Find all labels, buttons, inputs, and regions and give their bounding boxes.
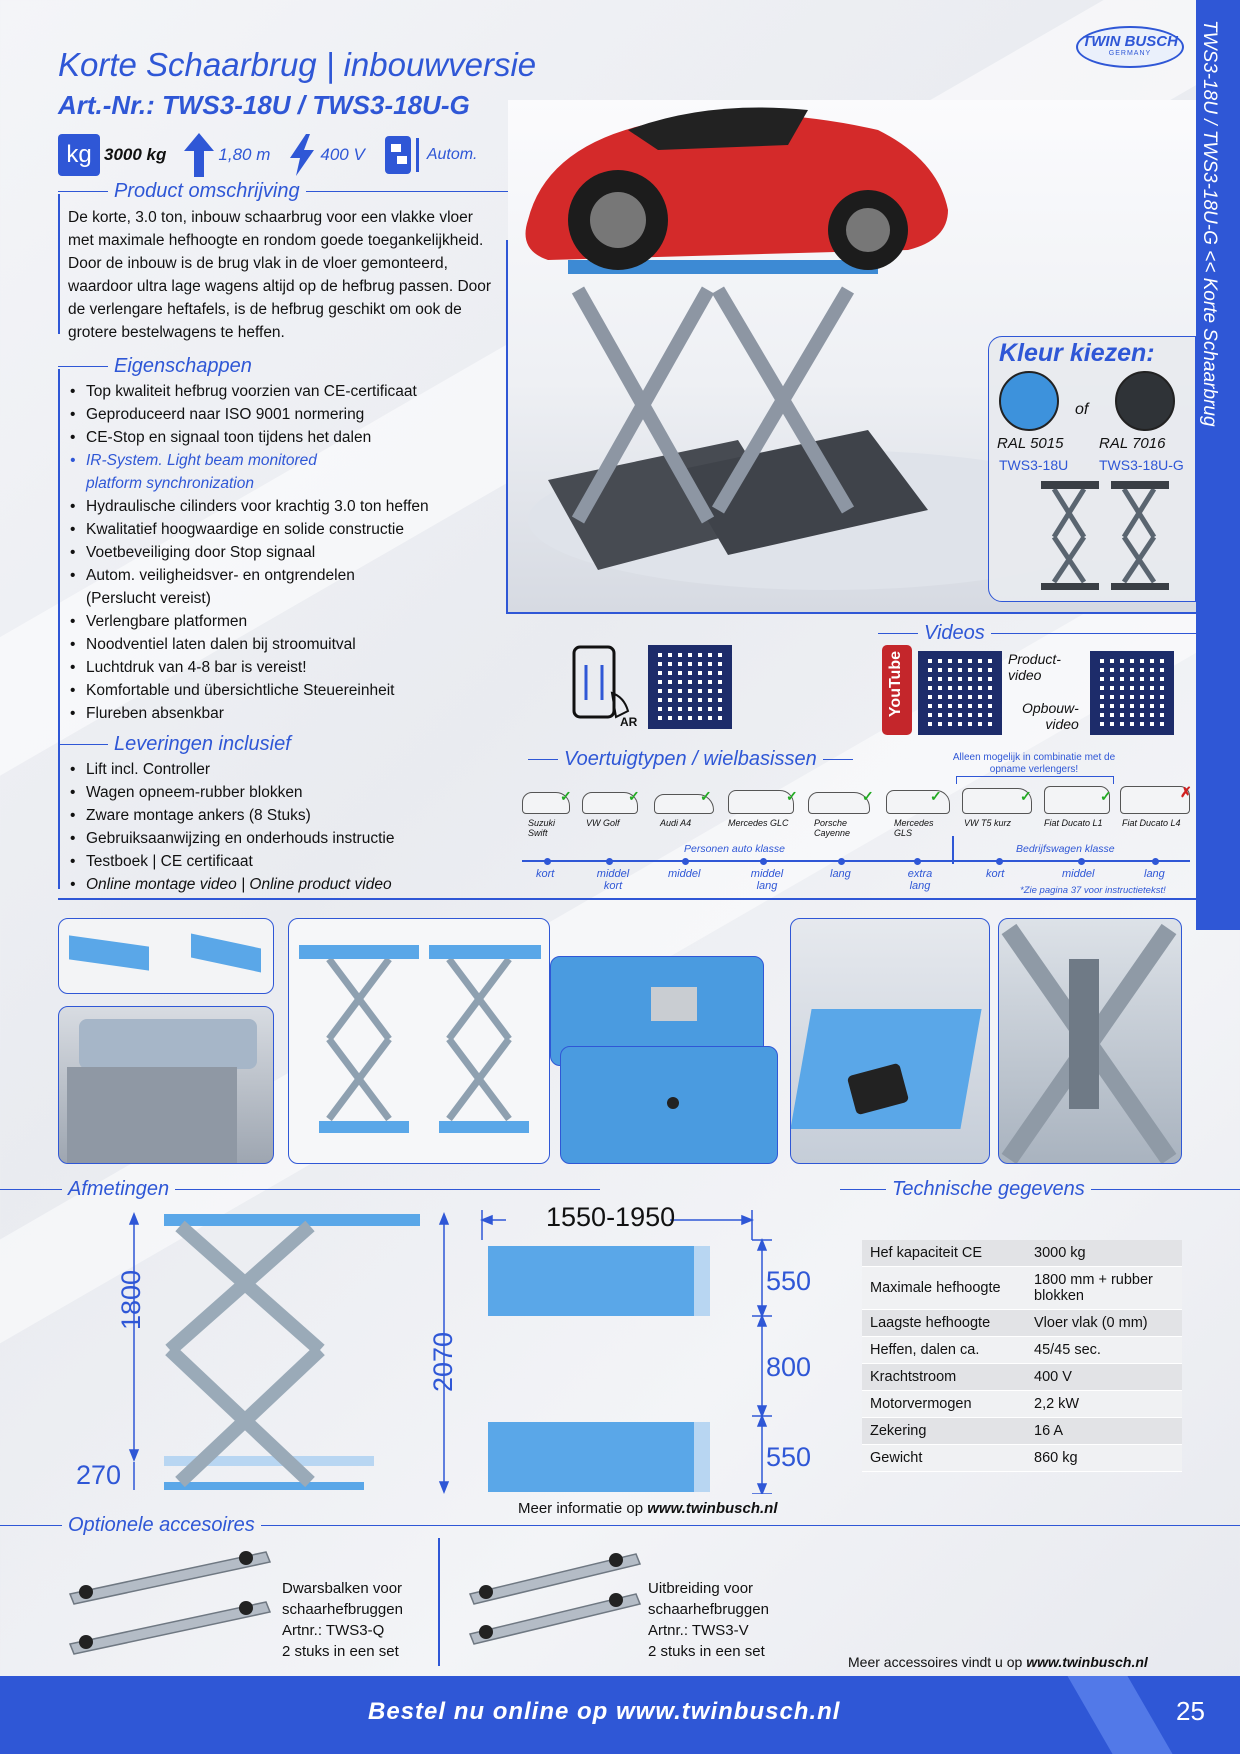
list-item: • Online montage video | Online product video (68, 873, 498, 896)
accessories-divider (438, 1538, 440, 1666)
table-row (862, 1391, 1182, 1418)
product-description: De korte, 3.0 ton, inbouw schaarbrug voor een vlakke vloer met maximale hefhoogte en rondom goede toegankelijkheid. Door de inbouw is de brug vlak in de vloer gemonteerd, waardoor ultra lage wagens altijd op de hefbrug passen. Door de verlengare heftafels, is de hefbrug geschikt om ook de grotere bestelwagens te heffen. (68, 209, 492, 341)
platform-shape (191, 934, 261, 973)
accessory-name: Uitbreiding voor schaarhefbruggen (648, 1580, 769, 1618)
list-item: • Hydraulische cilinders voor krachtig 3.0 ton heffen (68, 495, 498, 518)
tech-label: Zekering (862, 1418, 1026, 1445)
check-icon: ✓ (786, 788, 798, 804)
tech-label: Gewicht (862, 1445, 1026, 1472)
accessory-2 (648, 1578, 818, 1662)
heading-text: Eigenschappen (114, 355, 252, 377)
dim-1800: 1800 (116, 1269, 146, 1330)
delivery-list (68, 758, 498, 896)
tech-value: 860 kg (1026, 1445, 1182, 1472)
heading-line (58, 744, 108, 746)
capacity-spec (58, 134, 166, 176)
vehicles-heading (528, 748, 853, 771)
vehicle-label: Fiat Ducato L4 (1122, 818, 1181, 828)
color-swatch-grey[interactable] (1115, 371, 1175, 431)
tech-label: Maximale hefhoogte (862, 1267, 1026, 1310)
heading-text: Optionele accesoires (68, 1514, 255, 1536)
tech-heading (840, 1178, 1240, 1201)
wheelbase-dot (996, 858, 1003, 865)
gallery-photo-lift (288, 918, 550, 1164)
list-item: • IR-System. Light beam monitored platform synchronization (68, 449, 368, 495)
article-number: Art.-Nr.: TWS3-18U / TWS3-18U-G (58, 90, 470, 120)
tech-value: 1800 mm + rubber blokken (1026, 1267, 1182, 1310)
tech-value: 45/45 sec. (1026, 1337, 1182, 1364)
accessory-set: 2 stuks in een set (282, 1643, 399, 1660)
tech-label: Hef kapaciteit CE (862, 1240, 1026, 1267)
heading-line (840, 1189, 886, 1191)
list-item: • Verlengbare platformen (68, 610, 498, 633)
capacity-value: 3000 kg (104, 145, 167, 164)
heading-text: Videos (924, 622, 985, 644)
tech-value: 400 V (1026, 1364, 1182, 1391)
section-line (58, 369, 60, 889)
class-axis-line (522, 860, 1190, 862)
vehicle-icon (728, 790, 794, 814)
opbouw-video-qr-code[interactable] (1090, 651, 1174, 735)
wheelbase-dot (682, 858, 689, 865)
wheelbase-label: extra lang (907, 868, 933, 892)
heading-line (58, 191, 108, 193)
brand-logo (1076, 26, 1184, 68)
grey-lift-illustration (1039, 477, 1179, 597)
product-description-heading (58, 180, 508, 203)
class-personen: Personen auto klasse (684, 843, 785, 855)
wheelbase-label: middel (1062, 868, 1095, 880)
check-icon: ✓ (560, 788, 572, 804)
list-item: • CE-Stop en signaal toon tijdens het dalen (68, 426, 498, 449)
wheelbase-dot (1152, 858, 1159, 865)
top-view-drawing (480, 1204, 800, 1494)
vehicle-label: Mercedes GLC (728, 818, 789, 828)
ar-phone-icon (572, 645, 642, 725)
accessory-1 (282, 1578, 432, 1662)
crossbar-accessory-image (66, 1548, 272, 1658)
page-number: 25 (1176, 1696, 1205, 1726)
features-list (68, 380, 498, 725)
brand-logo-text: TWIN BUSCH (1082, 33, 1178, 50)
list-item: • Kwalitatief hoogwaardige en solide constructie (68, 518, 498, 541)
lightning-icon (288, 134, 316, 176)
check-icon: ✓ (1100, 788, 1112, 804)
more-accessories-link[interactable]: www.twinbusch.nl (1026, 1654, 1148, 1670)
ral-grey: RAL 7016 (1099, 435, 1166, 452)
heading-line (175, 1189, 600, 1191)
wheelbase-dot (914, 858, 921, 865)
section-line (58, 194, 60, 334)
model-grey: TWS3-18U-G (1099, 457, 1184, 473)
table-row (862, 1267, 1182, 1310)
bolt-hole (667, 1097, 679, 1109)
voltage-spec (288, 134, 364, 176)
accessory-name: Dwarsbalken voor schaarhefbruggen (282, 1580, 403, 1618)
more-info-link[interactable]: www.twinbusch.nl (647, 1500, 778, 1517)
auto-spec (383, 134, 478, 176)
heading-text: Voertuigtypen / wielbasissen (564, 748, 817, 770)
heading-line (0, 1189, 62, 1191)
wheelbase-label: lang (1144, 868, 1165, 880)
vehicle-icon (808, 792, 870, 814)
platform-shape (69, 935, 149, 970)
vehicle-label: Mercedes GLS (894, 818, 934, 838)
extension-accessory-image (466, 1548, 642, 1648)
wheelbase-dot (606, 858, 613, 865)
voltage-value: 400 V (320, 145, 365, 164)
wheelbase-dot (760, 858, 767, 865)
lock-mechanism-icon (383, 134, 423, 176)
heading-line (306, 191, 508, 193)
accessory-set: 2 stuks in een set (648, 1643, 765, 1660)
class-divider (952, 836, 954, 864)
auto-value: Autom. (426, 146, 478, 163)
dim-1550-1950: 1550-1950 (546, 1202, 676, 1232)
list-item: • Autom. veiligheidsver- en ontgrendelen (Perslucht vereist) (68, 564, 388, 610)
color-swatch-blue[interactable] (999, 371, 1059, 431)
height-spec (184, 133, 270, 177)
gallery-photo-controller (58, 1006, 274, 1164)
heading-text: Product omschrijving (114, 180, 300, 202)
gallery-photo-rubber-block (790, 918, 990, 1164)
section-line (506, 612, 1196, 614)
list-item: • Wagen opneem-rubber blokken (68, 781, 498, 804)
model-blue: TWS3-18U (999, 457, 1069, 473)
product-video-qr-code[interactable] (918, 651, 1002, 735)
accessory-art: Artnr.: TWS3-V (648, 1622, 749, 1639)
tech-label: Krachtstroom (862, 1364, 1026, 1391)
vehicle-label: Fiat Ducato L1 (1044, 818, 1103, 828)
height-value: 1,80 m (218, 145, 271, 164)
more-accessories-prefix: Meer accessoires vindt u op (848, 1654, 1027, 1670)
opbouw-video-label: Opbouw- video (1022, 700, 1079, 732)
dimensions-heading (0, 1178, 600, 1201)
gallery-photo-platforms (58, 918, 274, 994)
delivery-heading (58, 733, 291, 756)
check-icon: ✓ (700, 788, 712, 804)
wheelbase-label: kort (536, 868, 555, 880)
sidebar-label: TWS3-18U / TWS3-18U-G << Korte Schaarbrug (1199, 20, 1220, 427)
vehicles-note-bracket (956, 776, 1114, 784)
heading-line (991, 633, 1196, 635)
tech-value: 16 A (1026, 1418, 1182, 1445)
heading-text: Leveringen inclusief (114, 733, 291, 755)
vehicle-label: Audi A4 (660, 818, 692, 828)
tech-label: Heffen, dalen ca. (862, 1337, 1026, 1364)
vehicles-footnote: *Zie pagina 37 voor instructietekst! (1020, 885, 1166, 896)
heading-line (823, 759, 853, 761)
tech-value: 3000 kg (1026, 1240, 1182, 1267)
vehicles-note: Alleen mogelijk in combinatie met de opname verlengers! (952, 752, 1116, 775)
features-heading (58, 355, 252, 378)
youtube-label: YouTube (887, 651, 904, 718)
wheelbase-dot (838, 858, 845, 865)
list-item: • Gebruiksaanwijzing en onderhouds instructie (68, 827, 498, 850)
list-item: • Noodventiel laten dalen bij stroomuitval (68, 633, 498, 656)
wheelbase-label: kort (986, 868, 1005, 880)
wheelbase-dot (1078, 858, 1085, 865)
heading-line (0, 1525, 62, 1527)
or-label: of (1075, 401, 1089, 418)
side-view-drawing (60, 1200, 480, 1500)
more-accessories (848, 1654, 1148, 1670)
table-row (862, 1310, 1182, 1337)
weight-icon: kg (58, 134, 100, 176)
heading-text: Technische gegevens (892, 1178, 1085, 1200)
check-icon: ✓ (628, 788, 640, 804)
table-row (862, 1240, 1182, 1267)
list-item: • Zware montage ankers (8 Stuks) (68, 804, 498, 827)
vehicle-label: VW T5 kurz (964, 818, 1012, 828)
color-heading: Kleur kiezen: (999, 339, 1155, 367)
tech-value: Vloer vlak (0 mm) (1026, 1310, 1182, 1337)
heading-text: Afmetingen (68, 1178, 170, 1200)
videos-heading (878, 622, 1196, 645)
class-bedrijf: Bedrijfswagen klasse (1016, 843, 1115, 855)
table-row (862, 1445, 1182, 1472)
ar-label: AR (620, 715, 638, 729)
up-arrow-icon (184, 133, 214, 177)
check-icon: ✓ (930, 788, 942, 804)
list-item: • Top kwaliteit hefbrug voorzien van CE-certificaat (68, 380, 498, 403)
controller-body (67, 1067, 237, 1163)
wheelbase-dot (544, 858, 551, 865)
ar-qr-code[interactable] (648, 645, 732, 729)
tech-table (862, 1240, 1182, 1472)
vehicle-label: Porsche Cayenne (814, 818, 851, 838)
tech-label: Laagste hefhoogte (862, 1310, 1026, 1337)
table-row (862, 1418, 1182, 1445)
product-video-label: Product- video (1008, 651, 1061, 683)
vehicle-label: VW Golf (586, 818, 620, 828)
tech-value: 2,2 kW (1026, 1391, 1182, 1418)
list-item: • Luchtdruk van 4-8 bar is vereist! (68, 656, 498, 679)
more-info-prefix: Meer informatie op (518, 1500, 648, 1517)
vehicle-label: Suzuki Swift (528, 818, 556, 838)
table-row (862, 1337, 1182, 1364)
blue-lift-illustration (289, 919, 550, 1164)
accessories-heading (0, 1514, 1240, 1537)
tech-label: Motorvermogen (862, 1391, 1026, 1418)
wheelbase-label: middel (668, 868, 701, 880)
list-item: • Testboek | CE certificaat (68, 850, 498, 873)
dim-2070: 2070 (428, 1331, 458, 1392)
section-line (58, 898, 1196, 900)
cross-icon: ✗ (1180, 784, 1192, 800)
gallery-photo-platform-end (560, 1046, 778, 1164)
list-item: • Voetbeveiliging door Stop signaal (68, 541, 498, 564)
gallery-photo-mechanism (998, 918, 1182, 1164)
dim-550-top: 550 (766, 1266, 812, 1296)
vehicle-row (520, 784, 1192, 838)
scissor-mechanism-illustration (999, 919, 1182, 1164)
accessory-art: Artnr.: TWS3-Q (282, 1622, 385, 1639)
ral-blue: RAL 5015 (997, 435, 1064, 452)
check-icon: ✓ (1020, 788, 1032, 804)
color-chooser (988, 336, 1196, 602)
footer-cta[interactable]: Bestel nu online op www.twinbusch.nl (368, 1698, 841, 1725)
list-item: • Flureben absenkbar (68, 702, 498, 725)
wheelbase-label: middel lang (750, 868, 784, 892)
heading-line (261, 1525, 1240, 1527)
heading-line (1091, 1189, 1240, 1191)
heading-line (878, 633, 918, 635)
dim-800: 800 (766, 1352, 812, 1382)
heading-line (528, 759, 558, 761)
list-item: • Lift incl. Controller (68, 758, 498, 781)
check-icon: ✓ (862, 788, 874, 804)
dim-270: 270 (76, 1460, 122, 1490)
wheelbase-label: middel kort (596, 868, 630, 892)
list-item: • Komfortable und übersichtliche Steuereinheit (68, 679, 498, 702)
heading-line (58, 366, 108, 368)
youtube-icon[interactable] (882, 645, 912, 735)
list-item: • Geproduceerd naar ISO 9001 normering (68, 403, 498, 426)
page-title: Korte Schaarbrug | inbouwversie (58, 46, 537, 83)
spec-row (58, 130, 488, 180)
dim-550-bottom: 550 (766, 1442, 812, 1472)
table-row (862, 1364, 1182, 1391)
controller-panel (79, 1019, 257, 1069)
wheelbase-label: lang (830, 868, 851, 880)
brand-logo-sub: GERMANY (1108, 50, 1152, 57)
nameplate (651, 987, 697, 1021)
